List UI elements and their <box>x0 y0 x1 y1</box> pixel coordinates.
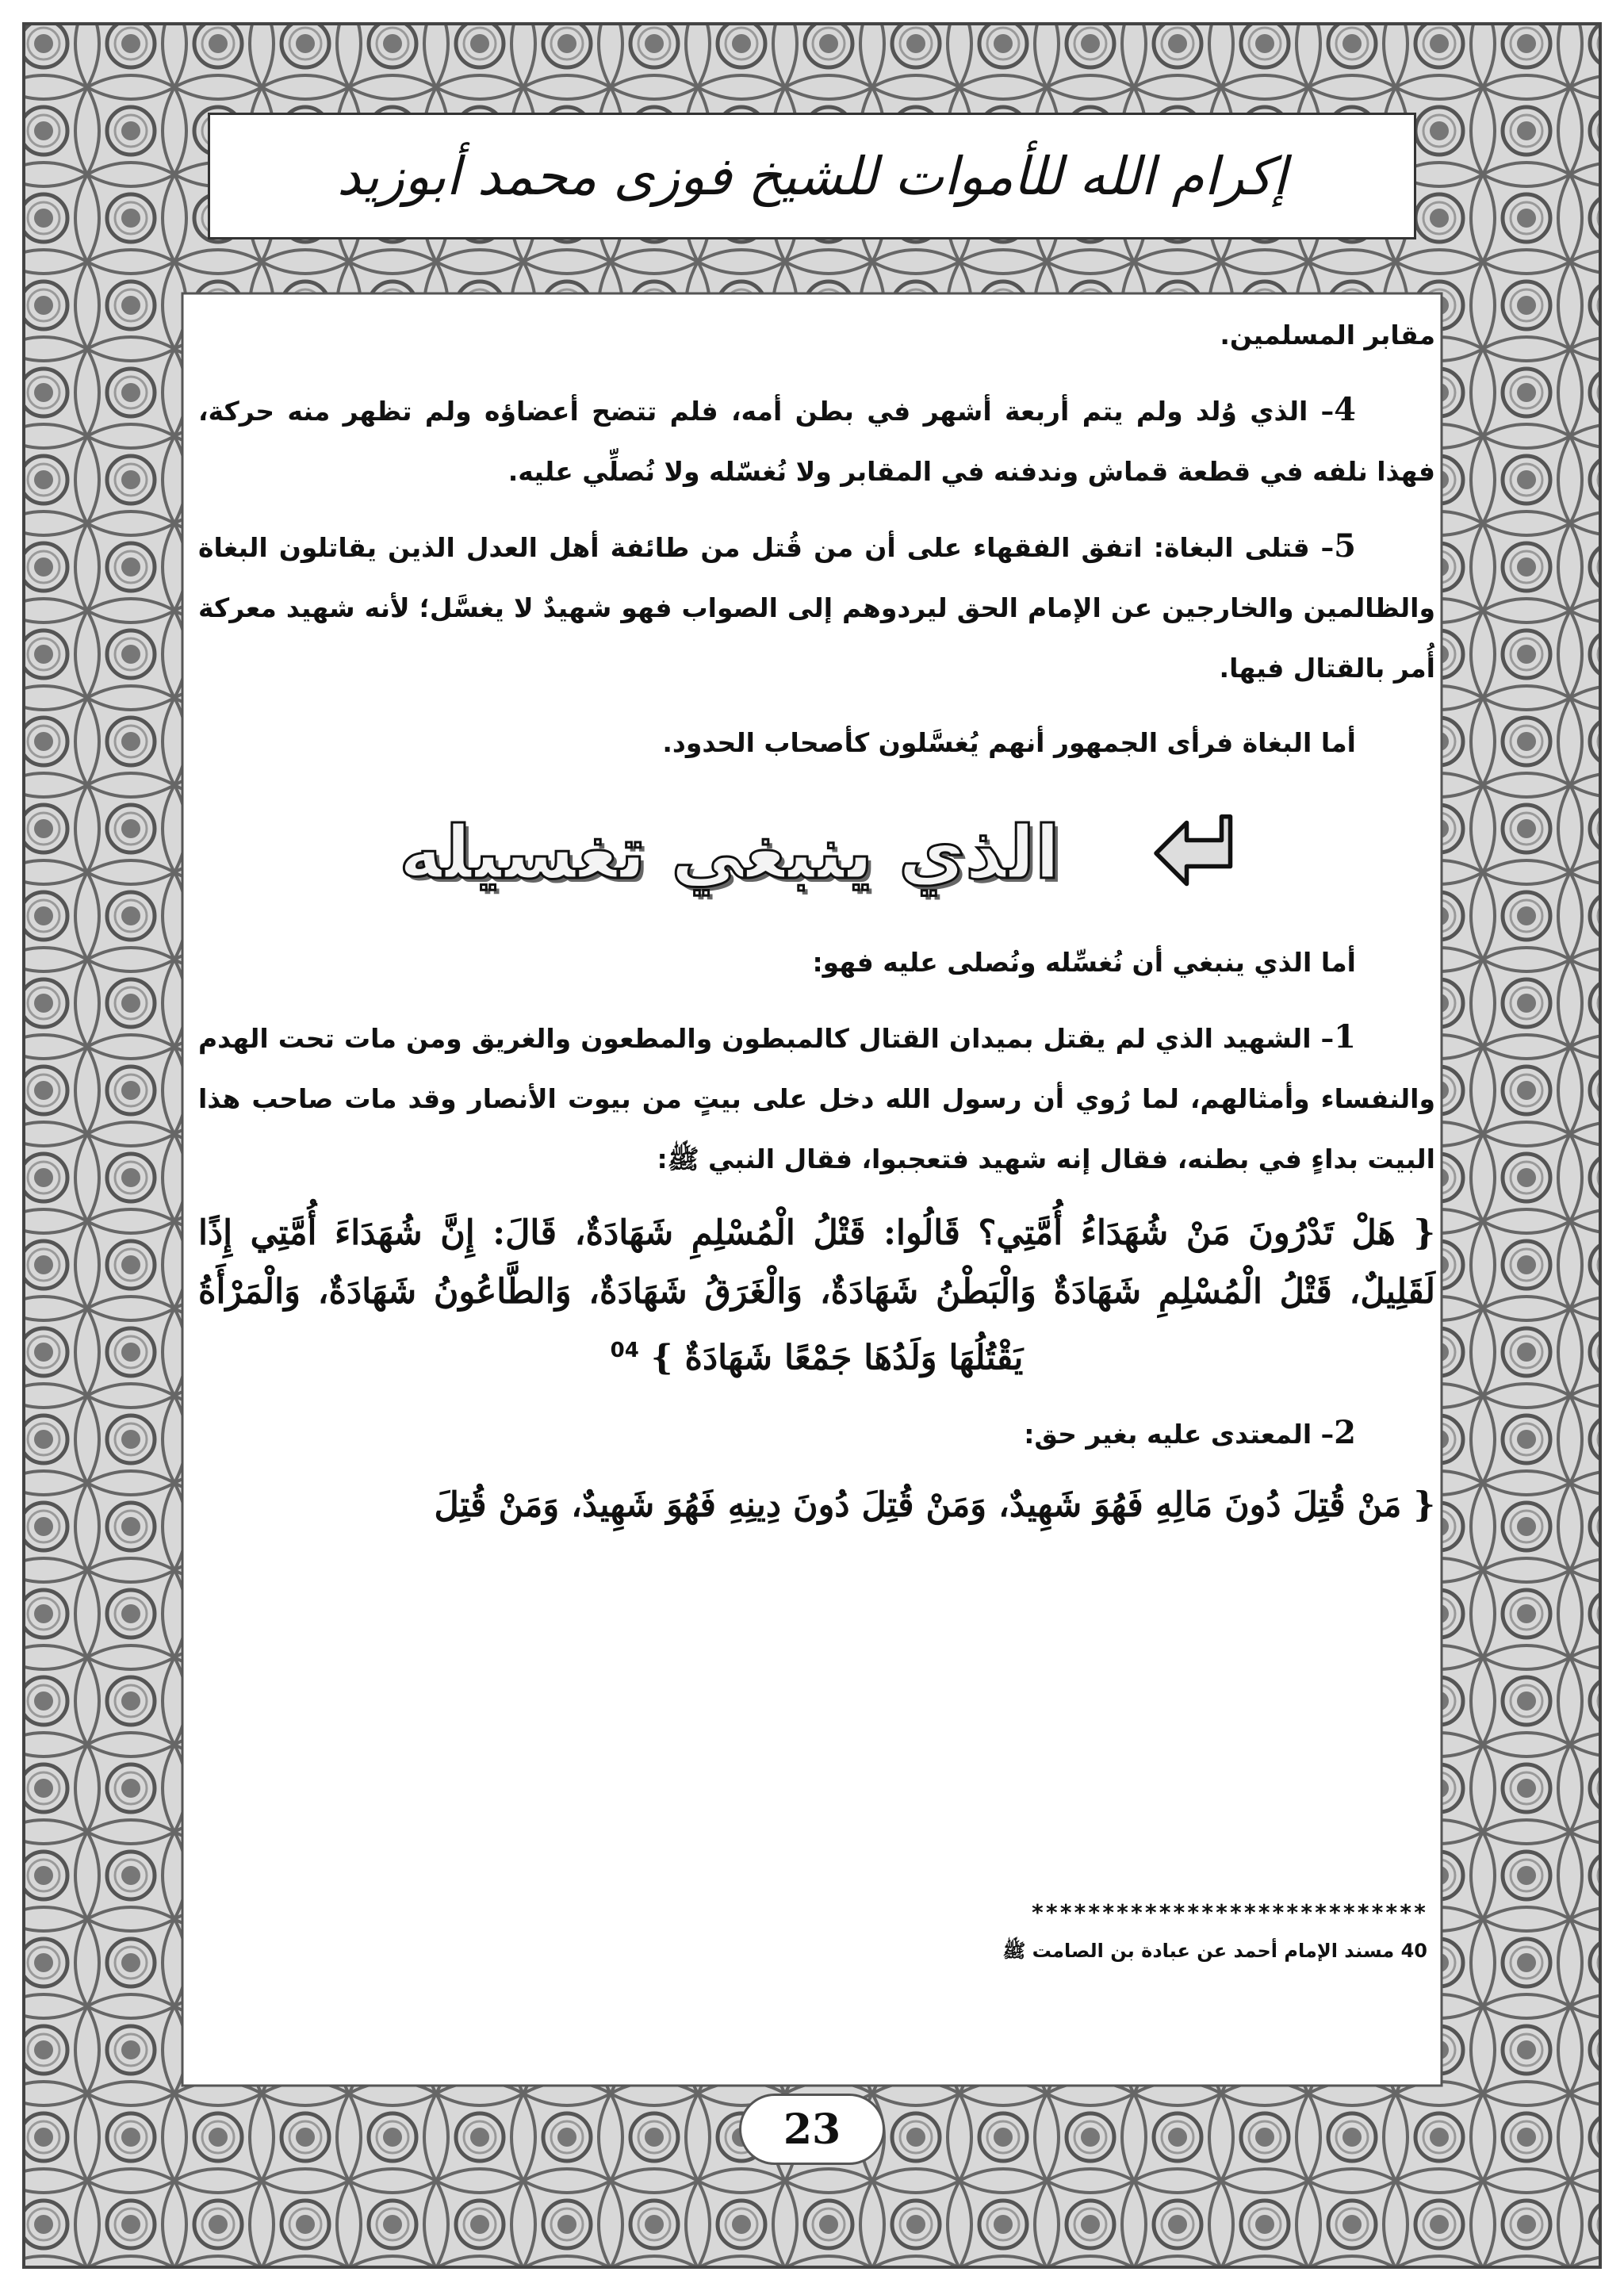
content-panel <box>198 305 1435 2145</box>
item-number: 2 <box>1334 1414 1356 1452</box>
item-number: 4 <box>1334 391 1356 428</box>
page-number: 23 <box>783 2105 841 2154</box>
paragraph-item-2 <box>198 1403 1435 1465</box>
paragraph-text: – الشهيد الذي لم يقتل بميدان القتال كالمبطون والمطعون والغريق ومن مات تحت الهدم والنفساء وأمثالهم، لما رُوي أن رسول الله دخل على بيتٍ من بيوت الأنصار وقد مات صاحب هذا البيت بداءٍ في بطنه، فقال إنه شهيد فتعجبوا، فقال النبي ﷺ: <box>198 1023 1435 1174</box>
page-header-title: إكرام الله للأموات للشيخ فوزى محمد أبوزيد <box>337 145 1287 207</box>
page-number-badge <box>739 2094 885 2165</box>
hadith-text: { هَلْ تَدْرُونَ مَنْ شُهَدَاءُ أُمَّتِي؟ قَالُوا: قَتْلُ الْمُسْلِمِ شَهَادَةٌ، قَالَ: إِنَّ شُهَدَاءَ أُمَّتِي إِذًا لَقَلِيلٌ، قَتْلُ الْمُسْلِمِ شَهَادَةٌ وَالْبَطْنُ شَهَادَةٌ، وَالْغَرَقُ شَهَادَةٌ، وَالطَّاعُونُ شَهَادَةٌ، وَالْمَرْأَةُ يَقْتُلُهَا وَلَدُهَا جَمْعًا شَهَادَةٌ } <box>198 1213 1435 1378</box>
paragraph-text: – المعتدى عليه بغير حق: <box>1024 1419 1335 1450</box>
section-heading-text: الذي ينبغي تغسيله <box>399 810 1060 895</box>
arrow-icon <box>1147 810 1235 897</box>
paragraph-bughat: أما البغاة فرأى الجمهور أنهم يُغسَّلون كأصحاب الحدود. <box>662 727 1356 758</box>
item-number: 5 <box>1334 527 1356 565</box>
paragraph-intro: أما الذي ينبغي أن نُغسِّله ونُصلى عليه فهو: <box>812 947 1356 978</box>
paragraph-text: – قتلى البغاة: اتفق الفقهاء على أن من قُتل من طائفة أهل العدل الذين يقاتلون البغاة والظالمين والخارجين عن الإمام الحق ليردوهم إلى الصواب فهو شهيدٌ لا يغسَّل؛ لأنه شهيد معركة أُمر بالقتال فيها. <box>198 532 1435 684</box>
hadith-quote-2: { مَنْ قُتِلَ دُونَ مَالِهِ فَهُوَ شَهِيدٌ، وَمَنْ قُتِلَ دُونَ دِينِهِ فَهُوَ شَهِيدٌ، وَمَنْ قُتِلَ <box>434 1485 1435 1526</box>
item-number: 1 <box>1334 1018 1356 1055</box>
footnote-separator: **************************** <box>1030 1899 1427 1925</box>
paragraph-item-1 <box>198 1007 1435 1190</box>
section-heading <box>198 787 1435 918</box>
paragraph-text: – الذي وُلد ولم يتم أربعة أشهر في بطن أمه، فلم تتضح أعضاؤه ولم تظهر منه حركة، فهذا نلفه في قطعة قماش وندفنه في المقابر ولا نُغسّله ولا نُصلِّي عليه. <box>198 396 1435 487</box>
hadith-quote <box>198 1204 1435 1387</box>
paragraph-continuation: مقابر المسلمين. <box>1220 320 1435 351</box>
footnote-text: 40 مسند الإمام أحمد عن عبادة بن الصامت ﷺ <box>1002 1940 1427 1962</box>
footnote-ref: 04 <box>610 1339 639 1362</box>
paragraph-item-5 <box>198 516 1435 699</box>
paragraph-item-4 <box>198 380 1435 502</box>
header-title-box <box>208 113 1416 239</box>
